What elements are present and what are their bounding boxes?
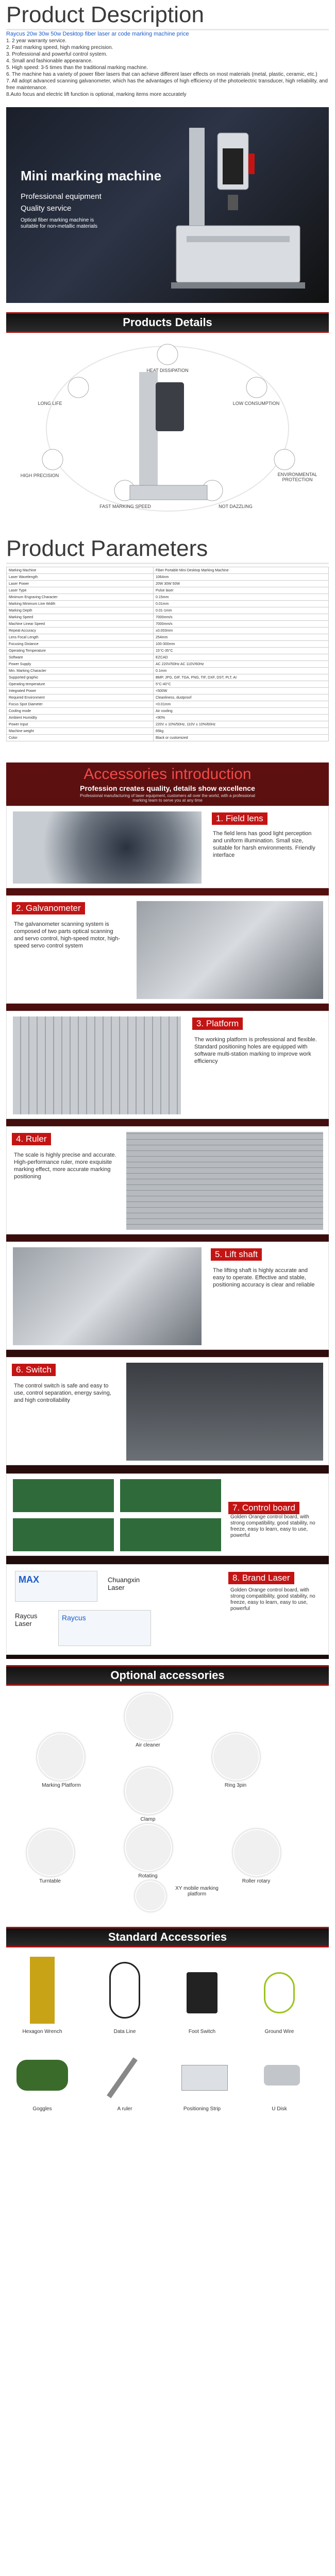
platform-text: The working platform is professional and flexible. Standard positioning holes are equipped with software multi-station marking to improve work efficiency (194, 1037, 317, 1064)
parameter-value: 5°C-40°C (154, 681, 329, 688)
clamp-image (125, 1767, 172, 1815)
brand-laser-title: 8. Brand Laser (228, 1572, 294, 1584)
platform-image (12, 1015, 182, 1115)
parameter-value: Pulse laser (154, 587, 329, 594)
parameter-name: Lens Focal Length (7, 634, 154, 641)
raycus-logo: Raycus (62, 1614, 86, 1622)
brand-laser-text: Golden Orange control board, with strong compatibility, good stability, no freeze, easy to learn, easy to use, powerful (230, 1587, 315, 1612)
standard-accessories-label: Standard Accessories (108, 1930, 227, 1943)
parameter-value: Air cooling (154, 708, 329, 715)
long-life-icon (68, 377, 89, 398)
standard-item-label: Foot Switch (188, 2029, 216, 2035)
ruler-text: The scale is highly precise and accurate. High-performance ruler, more exquisite marking effect, more accurate marking positioning (14, 1152, 116, 1180)
parameters-row (7, 587, 329, 594)
parameter-value: 1064nm (154, 574, 329, 581)
parameter-name: Color (7, 735, 154, 741)
parameter-value: 0.01-1mm (154, 607, 329, 614)
parameters-row (7, 581, 329, 587)
rotating-image (125, 1824, 172, 1871)
desc-bullet: 1. 2 year warranty service. (6, 38, 67, 44)
ring-3pin-image (212, 1733, 260, 1781)
low-consumption-icon (246, 377, 267, 398)
parameter-name: Laser Power (7, 581, 154, 587)
switch-title: 6. Switch (12, 1364, 56, 1376)
parameter-value: 0.15mm (154, 594, 329, 601)
feature-label: FAST MARKING SPEED (99, 504, 151, 509)
parameters-row (7, 701, 329, 708)
parameter-name: Integrated Power (7, 688, 154, 694)
parameter-value: <90% (154, 715, 329, 721)
parameter-value: Fiber Portable Mini Desktop Marking Machine (154, 567, 329, 574)
field-lens-title: 1. Field lens (212, 812, 267, 825)
accessory-card-lift-shaft (6, 1242, 329, 1350)
optional-item-label: Turntable (39, 1878, 61, 1884)
raycus-laser-image (58, 1610, 151, 1646)
parameters-row (7, 601, 329, 607)
optional-item-label: Rotating (138, 1873, 158, 1879)
products-details-banner (6, 312, 329, 333)
parameters-row (7, 641, 329, 648)
goggles-image (16, 2060, 68, 2091)
feature-label: HEAT DISSIPATION (146, 368, 189, 373)
parameters-row (7, 735, 329, 741)
parameter-value: 254mm (154, 634, 329, 641)
parameter-name: Power Supply (7, 661, 154, 668)
chuangxin-laser-label: Chuangxin Laser (108, 1576, 140, 1591)
standard-item-label: Hexagon Wrench (22, 2029, 62, 2035)
field-lens-text: The field lens has good light perception and uniform illumination. Small size, suitable for harsh environments. Friendly interface (213, 831, 315, 858)
parameters-row (7, 661, 329, 668)
parameters-row (7, 654, 329, 661)
hexagon-wrench-image (30, 1957, 55, 2024)
parameters-row (7, 694, 329, 701)
parameters-row (7, 721, 329, 728)
parameters-row (7, 607, 329, 614)
hero-line1: Professional equipment (21, 192, 102, 201)
control-board-title: 7. Control board (228, 1502, 299, 1514)
control-board-image-1 (12, 1478, 115, 1513)
parameter-value: Black or customized (154, 735, 329, 741)
data-line-image (109, 1962, 140, 2019)
standard-item-label: A ruler (117, 2106, 132, 2112)
hero-banner (6, 107, 329, 303)
optional-accessories-grid (6, 1690, 329, 1917)
optional-item-label: Clamp (140, 1817, 156, 1822)
parameter-name: Minimum Engraving Character (7, 594, 154, 601)
parameters-row (7, 614, 329, 621)
parameter-name: Power Input (7, 721, 154, 728)
desc-bullet: 2. Fast marking speed, high marking precision. (6, 45, 113, 50)
optional-item-label: Air cleaner (136, 1742, 160, 1748)
parameters-row (7, 708, 329, 715)
parameter-value: BMP, JPG, GIF, TGA, PNG, TIF, DXF, DST, PLT, AI (154, 674, 329, 681)
accessory-card-field-lens (6, 806, 329, 888)
parameter-name: Laser Wavelength (7, 574, 154, 581)
hero-title: Mini marking machine (21, 168, 162, 183)
galvanometer-title: 2. Galvanometer (12, 902, 85, 914)
max-laser-image (15, 1571, 97, 1602)
parameter-value: EZCAD (154, 654, 329, 661)
positioning-strip-image (181, 2065, 228, 2091)
parameter-name: Operating Temperature (7, 648, 154, 654)
high-precision-icon (42, 449, 63, 470)
ruler-title: 4. Ruler (12, 1133, 51, 1145)
parameter-value: 20W 30W 50W (154, 581, 329, 587)
parameter-name: Marking Speed (7, 614, 154, 621)
lift-shaft-image (12, 1246, 203, 1346)
desc-bullet: 7. All adopt advanced scanning galvanometer, which has the advantages of high efficiency of the photoelectric transducer, high reliability, and free maintenance. (6, 78, 328, 91)
feature-label: NOT DAZZLING (219, 504, 253, 509)
accessory-card-platform (6, 1011, 329, 1119)
parameter-value: <0.01mm (154, 701, 329, 708)
parameters-row (7, 574, 329, 581)
parameter-name: Machine weight (7, 728, 154, 735)
switch-image (125, 1362, 324, 1462)
galvanometer-text: The galvanometer scanning system is composed of two parts optical scanning and servo control, high-speed motor, high-speed servo control system (14, 921, 121, 949)
switch-text: The control switch is safe and easy to use, control separation, energy saving, and high controllability (14, 1383, 111, 1403)
parameter-value: Cleanliness, dustproof (154, 694, 329, 701)
control-board-image-2 (119, 1478, 222, 1513)
products-details-label: Products Details (123, 316, 212, 329)
marking-machine-image (161, 117, 315, 293)
parameters-row (7, 628, 329, 634)
desc-bullet: 3. Professional and powerful control system. (6, 52, 108, 57)
parameter-value: 7000mm/s (154, 621, 329, 628)
standard-accessories-banner (6, 1927, 329, 1947)
parameter-value: 65kg (154, 728, 329, 735)
optional-accessories-banner (6, 1665, 329, 1686)
parameter-value: 100-300mm (154, 641, 329, 648)
accessory-card-control-board (6, 1473, 329, 1556)
parameter-name: Machine Linear Speed (7, 621, 154, 628)
accessory-card-brand-laser (6, 1564, 329, 1655)
parameter-name: Cooling mode (7, 708, 154, 715)
feature-label: ENVIRONMENTAL PROTECTION (277, 472, 317, 482)
roller-rotary-image (233, 1829, 280, 1876)
desc-bullet: 4. Small and fashionable appearance. (6, 58, 93, 64)
parameter-name: Focusing Distance (7, 641, 154, 648)
ruler-tool-image (107, 2057, 138, 2098)
optional-accessories-label: Optional accessories (110, 1669, 225, 1682)
field-lens-image (12, 810, 203, 885)
standard-item-label: Goggles (32, 2106, 52, 2112)
feature-label: LONG LIFE (38, 401, 62, 406)
parameter-value: 15°C-35°C (154, 648, 329, 654)
standard-item-label: Data Line (113, 2029, 136, 2035)
accessories-sub2: Professional manufacturing of laser equipment, customers all over the world, with a professional marking team to serve you at any time (80, 793, 255, 803)
product-parameters-title: Product Parameters (6, 536, 329, 564)
standard-item-label: Positioning Strip (183, 2106, 221, 2112)
ground-wire-image (264, 1972, 295, 2013)
standard-item-label: Ground Wire (264, 2029, 294, 2035)
parameter-name: Ambient Humidity (7, 715, 154, 721)
xy-platform-image (135, 1880, 166, 1911)
parameters-row (7, 688, 329, 694)
parameter-value: ±0.003mm (154, 628, 329, 634)
parameters-row (7, 648, 329, 654)
hero-line2: Quality service (21, 204, 72, 213)
standard-accessories-grid (6, 1952, 329, 2189)
standard-item-label: U Disk (272, 2106, 287, 2112)
air-cleaner-image (125, 1693, 172, 1740)
product-link[interactable]: Raycus 20w 30w 50w Desktop fiber laser ar code marking machine price (6, 31, 189, 37)
hero-note: Optical fiber marking machine is suitable for non-metallic materials (21, 217, 97, 229)
parameter-name: Marking Minimum Line Width (7, 601, 154, 607)
desc-bullet: 5. High speed: 3-5 times than the traditional marking machine. (6, 65, 148, 71)
control-board-text: Golden Orange control board, with strong compatibility, good stability, no freeze, easy to learn, easy to use, powerful (230, 1514, 315, 1538)
heat-dissipation-icon (157, 344, 178, 365)
parameter-name: Marking Machine (7, 567, 154, 574)
parameter-name: Laser Type (7, 587, 154, 594)
marking-platform-image (37, 1733, 85, 1781)
parameters-row (7, 634, 329, 641)
accessory-card-switch (6, 1357, 329, 1465)
optional-item-label: Marking Platform (42, 1783, 81, 1788)
parameters-row (7, 567, 329, 574)
ruler-image (125, 1131, 324, 1231)
parameter-name: Software (7, 654, 154, 661)
lift-shaft-title: 5. Lift shaft (211, 1248, 262, 1261)
accessories-title: Accessories introduction (83, 766, 252, 783)
parameter-value: <500W (154, 688, 329, 694)
foot-switch-image (187, 1972, 217, 2013)
product-description-title: Product Description (6, 2, 329, 30)
galvanometer-image (136, 900, 324, 1000)
turntable-image (27, 1829, 74, 1876)
u-disk-image (264, 2065, 300, 2086)
parameter-name: Repeat Accuracy (7, 628, 154, 634)
parameter-name: Min. Marking Character (7, 668, 154, 674)
parameters-row (7, 674, 329, 681)
accessories-subtitle: Profession creates quality, details show excellence (80, 784, 255, 792)
feature-label: LOW CONSUMPTION (232, 401, 280, 406)
optional-item-label: Ring 3pin (224, 1783, 247, 1788)
raycus-laser-label: Raycus Laser (15, 1612, 38, 1628)
platform-title: 3. Platform (192, 1018, 243, 1030)
features-diagram (6, 336, 329, 521)
parameter-value: 0.01mm (154, 601, 329, 607)
parameter-name: Required Environment (7, 694, 154, 701)
parameters-row (7, 728, 329, 735)
optional-item-label: XY mobile marking platform (175, 1886, 219, 1897)
features-ring (6, 336, 329, 521)
product-description-text (6, 31, 329, 98)
desc-bullet: 6. The machine has a variety of power fiber lasers that can achieve different laser effects on most materials (metal, plastic, ceramic, etc.) (6, 72, 317, 77)
parameter-name: Focus Spot Diameter (7, 701, 154, 708)
parameter-name: Operating temperature (7, 681, 154, 688)
parameter-value: 220V ± 10%/50Hz, 110V ± 10%/60Hz (154, 721, 329, 728)
parameter-name: Supported graphic (7, 674, 154, 681)
parameters-row (7, 621, 329, 628)
lift-shaft-text: The lifting shaft is highly accurate and easy to operate. Effective and stable, positioning accuracy is clear and reliable (213, 1267, 315, 1288)
feature-label: HIGH PRECISION (20, 473, 59, 478)
control-board-image-4 (119, 1517, 222, 1552)
parameters-row (7, 681, 329, 688)
control-board-image-3 (12, 1517, 115, 1552)
environmental-protection-icon (274, 449, 295, 470)
parameters-row (7, 715, 329, 721)
max-logo: MAX (19, 1574, 39, 1585)
parameter-value: AC 220V/50Hz AC 110V/60Hz (154, 661, 329, 668)
parameters-row (7, 594, 329, 601)
desc-bullet: 8.Auto focus and electric lift function is optional, marking items more accurately (6, 92, 187, 97)
optional-item-label: Roller rotary (242, 1878, 271, 1884)
parameter-value: 7000mm/s (154, 614, 329, 621)
accessory-card-ruler (6, 1126, 329, 1234)
parameters-table (6, 567, 329, 741)
parameter-value: 0.1mm (154, 668, 329, 674)
accessory-card-galvanometer (6, 895, 329, 1004)
parameters-row (7, 668, 329, 674)
accessories-section (6, 762, 329, 1659)
parameter-name: Marking Depth (7, 607, 154, 614)
